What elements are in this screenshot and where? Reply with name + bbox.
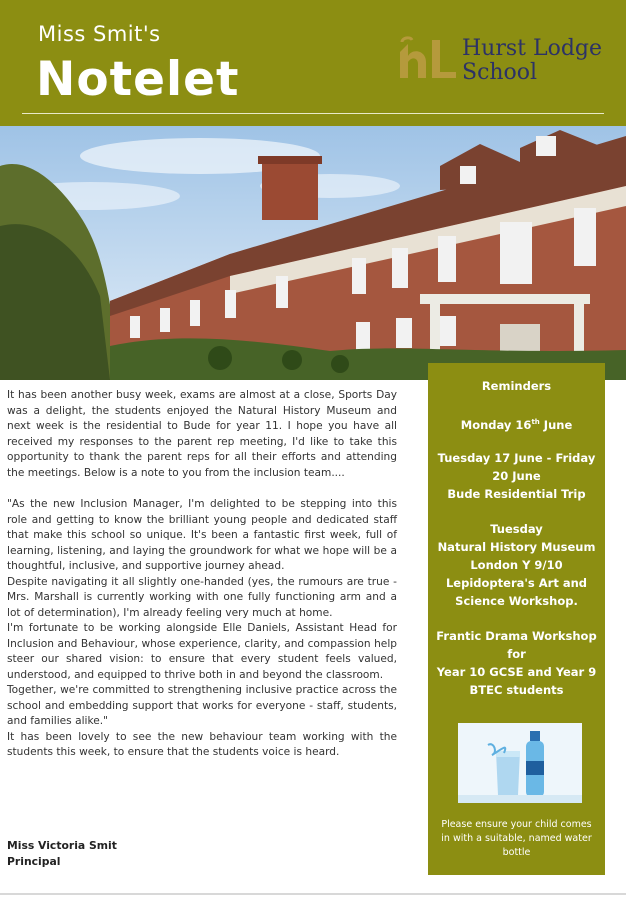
reminder-item-1-suffix: June — [539, 417, 573, 432]
reminders-heading: Reminders — [481, 379, 552, 393]
water-bottle-image — [458, 723, 582, 803]
header-title: Notelet — [36, 52, 240, 107]
school-building-photo — [0, 126, 626, 380]
signoff-name: Miss Victoria Smit — [7, 839, 117, 852]
reminder-item-4-line1: Frantic Drama Workshop for — [436, 629, 597, 661]
reminder-item-4-line2: Year 10 GCSE and Year 9 BTEC students — [436, 665, 597, 697]
header-divider — [22, 113, 604, 114]
header-subtitle: Miss Smit's — [38, 22, 161, 46]
letter-paragraph: Together, we're committed to strengthening inclusive practice across the school and embedding support that works for everyone - staff, students, and families alike." — [7, 684, 397, 727]
reminder-item-3-line3: Lepidoptera's Art and Science Workshop. — [445, 576, 587, 608]
reminder-item-1-prefix: Monday 16 — [460, 417, 532, 432]
school-crest-icon — [396, 34, 460, 84]
letter-paragraph: It has been another busy week, exams are almost at a close, Sports Day was a delight, the students enjoyed the Natural History Museum and next week is the residential to Bude for year 11. I hope you have all received my responses to the parent rep meeting, I'd like to take this opportunity to thank the parent reps for all their efforts and attending the meetings. Below is a note to you from the inclusion team.... — [7, 389, 397, 479]
reminder-item-3-line1: Natural History Museum — [437, 540, 596, 554]
letter-paragraph: Despite navigating it all slightly one-handed (yes, the rumours are true - Mrs. Marshall is currently working with one fully functioning arm and a lot of determination), I'm already feeling very much at home. — [7, 575, 397, 619]
signoff-role: Principal — [7, 855, 61, 868]
reminder-item-2-event: Bude Residential Trip — [447, 487, 586, 501]
school-logo — [396, 32, 603, 88]
reminder-item-3-day: Tuesday — [490, 522, 543, 536]
principal-letter — [7, 388, 397, 761]
letter-signoff — [7, 838, 117, 870]
reminder-item-3-line2: London Y 9/10 — [470, 558, 563, 572]
logo-name-line1: Hurst Lodge — [462, 36, 603, 61]
reminder-item-2-date: Tuesday 17 June - Friday 20 June — [437, 451, 596, 483]
letter-paragraph: I'm fortunate to be working alongside Elle Daniels, Assistant Head for Inclusion and Behaviour, whose experience, clarity, and compassion help steer our shared vision: to ensure that every student feels valued, understood, and equipped to thrive both in and beyond the classroom. — [7, 622, 397, 681]
letter-paragraph: It has been lovely to see the new behaviour team working with the students this week, to ensure that the students voice is heard. — [7, 730, 397, 758]
letter-paragraph: "As the new Inclusion Manager, I'm delighted to be stepping into this role and getting to know the brilliant young people and dedicated staff that make this school so unique. It's been a fantastic first week, full of learning, listening, and laying the groundwork for what we hope will be a thoughtful, inclusive, and supportive journey ahead. — [7, 498, 397, 572]
header-banner — [0, 0, 626, 126]
footer-divider — [0, 893, 626, 895]
reminders-panel — [428, 363, 605, 875]
water-bottle-note: Please ensure your child comes in with a suitable, named water bottle — [441, 819, 592, 858]
logo-name-line2: School — [462, 60, 538, 85]
reminder-item-1 — [432, 413, 601, 434]
reminder-item-1-sup: th — [531, 418, 540, 426]
